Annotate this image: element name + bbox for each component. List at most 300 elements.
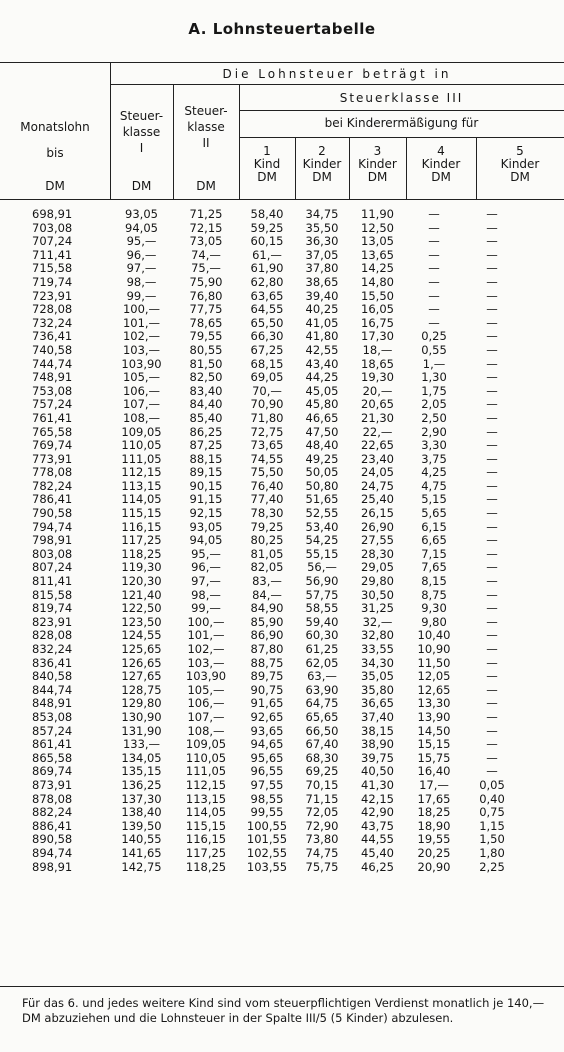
cell-kinder-4: 1,— <box>422 356 446 371</box>
cell-kinder-4: — <box>428 315 440 330</box>
cell-kinder-2: 56,90 <box>305 574 339 589</box>
cell-steuerklasse-2: 105,— <box>187 682 225 697</box>
cell-monatslohn: 757,24 <box>32 397 73 412</box>
cell-kinder-3: 11,90 <box>361 207 394 221</box>
cell-kinder-4: 10,90 <box>417 642 451 656</box>
cell-kinder-4: — <box>428 234 440 249</box>
cell-kinder-4: 6,65 <box>421 533 447 548</box>
cell-kinder-5: 0,40 <box>479 791 505 806</box>
cell-monatslohn: 886,41 <box>32 818 73 833</box>
cell-kinder-3: 26,90 <box>361 519 394 534</box>
cell-kinder-5: — <box>486 492 498 507</box>
cell-kind-1: 87,80 <box>250 642 284 656</box>
cell-kind-1: 82,05 <box>250 560 284 575</box>
cell-kinder-4: 13,90 <box>417 709 451 724</box>
cell-monatslohn: 732,24 <box>32 315 73 330</box>
cell-kinder-5: — <box>486 261 498 276</box>
cell-kinder-2: 56,— <box>307 560 337 575</box>
cell-kinder-2: 43,40 <box>305 356 339 371</box>
cell-monatslohn: 773,91 <box>32 451 73 466</box>
cell-kind-1: 67,25 <box>250 342 284 357</box>
cell-kinder-5: — <box>486 546 498 561</box>
table-row <box>0 738 522 752</box>
lohnsteuer-table <box>0 208 522 874</box>
cell-kind-1: 75,50 <box>250 465 284 480</box>
cell-kinder-3: 38,15 <box>361 723 394 738</box>
cell-kind-1: 70,90 <box>250 397 284 412</box>
cell-kinder-4: 1,75 <box>421 383 447 398</box>
header-monatslohn: Monatslohn <box>20 120 90 134</box>
cell-kind-1: 63,65 <box>250 288 284 303</box>
cell-kinder-5: — <box>486 587 498 602</box>
cell-steuerklasse-2: 78,65 <box>189 315 223 330</box>
cell-steuerklasse-1: 128,75 <box>121 682 162 697</box>
cell-kind-1: 93,65 <box>250 723 284 738</box>
cell-steuerklasse-1: 100,— <box>122 302 161 317</box>
cell-kind-1: 94,65 <box>250 737 284 752</box>
cell-kinder-2: 64,75 <box>305 696 339 711</box>
table-row <box>0 752 522 766</box>
cell-steuerklasse-1: 112,15 <box>121 465 162 480</box>
cell-kinder-3: 32,80 <box>361 628 394 643</box>
cell-kinder-2: 62,05 <box>305 655 339 670</box>
cell-steuerklasse-2: 116,15 <box>185 832 227 847</box>
cell-kinder-3: 24,75 <box>361 478 394 493</box>
cell-kind-1: 81,05 <box>250 546 284 561</box>
cell-monatslohn: 715,58 <box>32 261 73 276</box>
cell-kinder-5: — <box>486 696 498 711</box>
cell-kind-1: 89,75 <box>250 669 284 684</box>
cell-steuerklasse-2: 81,50 <box>189 356 223 371</box>
cell-kinder-4: 0,25 <box>421 329 447 344</box>
cell-steuerklasse-1: 96,— <box>126 247 157 262</box>
cell-kinder-2: 34,75 <box>305 207 339 221</box>
cell-kinder-2: 65,65 <box>305 709 339 724</box>
header-3-kinder: 3 Kinder DM <box>358 144 397 184</box>
cell-kind-1: 90,75 <box>250 682 284 697</box>
table-row <box>0 330 522 344</box>
cell-steuerklasse-1: 115,15 <box>121 506 162 521</box>
cell-monatslohn: 723,91 <box>32 288 73 303</box>
footnote: Für das 6. und jedes weitere Kind sind vom steuerpflichtigen Verdienst monatlich je 140,— DM abzuziehen und die Lohnsteuer in der Spalte III/5 (5 Kinder) abzulesen. <box>22 996 545 1025</box>
cell-steuerklasse-1: 138,40 <box>121 805 162 820</box>
cell-kind-1: 71,80 <box>250 410 284 425</box>
cell-monatslohn: 728,08 <box>32 302 73 317</box>
cell-steuerklasse-1: 127,65 <box>121 669 162 684</box>
cell-kinder-5: — <box>486 655 498 670</box>
cell-steuerklasse-2: 99,— <box>191 601 221 616</box>
cell-steuerklasse-1: 131,90 <box>121 723 162 738</box>
cell-kinder-5: — <box>486 302 498 317</box>
cell-kinder-2: 73,80 <box>305 832 339 847</box>
cell-steuerklasse-1: 134,05 <box>121 750 162 765</box>
cell-monatslohn: 798,91 <box>32 533 73 548</box>
cell-kind-1: 84,90 <box>250 601 284 616</box>
cell-kinder-5: — <box>486 397 498 412</box>
cell-kinder-3: 38,90 <box>361 737 394 752</box>
cell-kinder-5: — <box>486 737 498 752</box>
cell-kinder-2: 46,65 <box>305 410 339 425</box>
cell-monatslohn: 744,74 <box>32 356 73 371</box>
cell-kinder-2: 41,80 <box>305 329 339 344</box>
cell-monatslohn: 707,24 <box>32 234 73 249</box>
cell-kinder-4: 13,30 <box>417 696 451 711</box>
cell-kinder-4: 5,65 <box>421 506 447 521</box>
table-row <box>0 235 522 249</box>
table-row <box>0 589 522 603</box>
cell-kind-1: 78,30 <box>250 506 284 521</box>
cell-monatslohn: 823,91 <box>32 614 73 629</box>
cell-kinder-3: 33,55 <box>361 642 394 656</box>
cell-steuerklasse-1: 113,15 <box>121 478 162 493</box>
cell-kind-1: 74,55 <box>250 451 284 466</box>
cell-kind-1: 98,55 <box>250 791 284 806</box>
cell-kinder-3: 41,30 <box>361 777 394 792</box>
cell-monatslohn: 819,74 <box>32 601 73 616</box>
cell-kinder-2: 67,40 <box>305 737 339 752</box>
cell-kinder-4: 12,05 <box>417 669 451 684</box>
cell-monatslohn: 853,08 <box>32 709 73 724</box>
table-row <box>0 303 522 317</box>
cell-monatslohn: 840,58 <box>32 669 73 684</box>
cell-steuerklasse-1: 136,25 <box>121 777 162 792</box>
cell-kinder-3: 34,30 <box>361 655 394 670</box>
table-row <box>0 806 522 820</box>
cell-kinder-3: 32,— <box>362 614 393 629</box>
cell-kinder-4: 20,25 <box>417 845 451 860</box>
cell-steuerklasse-1: 125,65 <box>121 642 162 656</box>
cell-kinder-4: 9,80 <box>421 614 447 629</box>
cell-kinder-3: 26,15 <box>361 506 394 521</box>
cell-monatslohn: 765,58 <box>32 424 73 439</box>
cell-kinder-4: 11,50 <box>417 655 451 670</box>
cell-kind-1: 73,65 <box>250 438 284 453</box>
cell-kinder-2: 52,55 <box>305 506 339 521</box>
cell-kinder-4: 18,25 <box>417 805 451 820</box>
cell-steuerklasse-2: 94,05 <box>189 533 223 548</box>
cell-monatslohn: 748,91 <box>32 370 73 385</box>
cell-kinder-2: 68,30 <box>305 750 339 765</box>
table-row <box>0 643 522 657</box>
cell-kinder-5: — <box>486 234 498 249</box>
cell-steuerklasse-2: 101,— <box>187 628 225 643</box>
cell-kinder-4: 20,90 <box>417 859 451 874</box>
cell-kinder-5: — <box>486 410 498 425</box>
table-row <box>0 344 522 358</box>
cell-kinder-3: 35,05 <box>361 669 394 684</box>
cell-kinder-2: 58,55 <box>305 601 339 616</box>
header-dm-sk1: DM <box>131 179 152 193</box>
cell-kinder-3: 30,50 <box>361 587 394 602</box>
cell-kinder-3: 22,65 <box>361 438 394 453</box>
cell-monatslohn: 865,58 <box>32 750 73 765</box>
cell-steuerklasse-2: 110,05 <box>185 750 227 765</box>
cell-kinder-4: 3,30 <box>421 438 447 453</box>
cell-kind-1: 69,05 <box>250 370 284 385</box>
table-row <box>0 616 522 630</box>
cell-kinder-3: 14,80 <box>361 274 394 289</box>
cell-monatslohn: 882,24 <box>32 805 73 820</box>
header-rule-lohnsteuer <box>110 84 564 85</box>
cell-kinder-4: — <box>428 247 440 262</box>
cell-kinder-5: — <box>486 451 498 466</box>
cell-steuerklasse-1: 119,30 <box>121 560 162 575</box>
cell-kinder-2: 69,25 <box>305 764 339 779</box>
cell-kinder-5: — <box>486 288 498 303</box>
cell-steuerklasse-1: 121,40 <box>121 587 162 602</box>
cell-kind-1: 84,— <box>252 587 282 602</box>
header-5-kinder: 5 Kinder DM <box>500 144 540 184</box>
cell-steuerklasse-2: 79,55 <box>189 329 223 344</box>
table-row <box>0 480 522 494</box>
cell-kinder-5: — <box>486 506 498 521</box>
cell-kinder-5: — <box>486 709 498 724</box>
table-row <box>0 358 522 372</box>
cell-kinder-5: — <box>486 438 498 453</box>
cell-kinder-4: — <box>428 302 440 317</box>
cell-kinder-3: 13,65 <box>361 247 394 262</box>
cell-steuerklasse-2: 109,05 <box>185 737 227 752</box>
cell-steuerklasse-2: 75,— <box>191 261 221 276</box>
cell-kinder-4: 0,55 <box>421 342 447 357</box>
cell-kind-1: 91,65 <box>250 696 284 711</box>
cell-steuerklasse-2: 91,15 <box>189 492 223 507</box>
cell-kinder-4: 7,15 <box>421 546 447 561</box>
cell-kinder-4: 4,75 <box>421 478 447 493</box>
cell-kinder-2: 37,05 <box>305 247 339 262</box>
cell-kinder-4: 17,— <box>419 777 449 792</box>
cell-kinder-4: 17,65 <box>417 791 451 806</box>
cell-kinder-5: — <box>486 424 498 439</box>
table-row <box>0 521 522 535</box>
cell-steuerklasse-1: 140,55 <box>121 832 162 847</box>
cell-kinder-4: 2,90 <box>421 424 447 439</box>
cell-monatslohn: 711,41 <box>32 247 73 262</box>
cell-steuerklasse-2: 106,— <box>187 696 225 711</box>
cell-kinder-4: 8,15 <box>421 574 447 589</box>
header-top-rule <box>0 62 564 63</box>
table-row <box>0 548 522 562</box>
cell-steuerklasse-2: 107,— <box>187 709 225 724</box>
cell-kinder-2: 40,25 <box>305 302 339 317</box>
cell-kinder-5: — <box>486 574 498 589</box>
cell-kind-1: 62,80 <box>250 274 284 289</box>
cell-kind-1: 61,— <box>252 247 282 262</box>
cell-steuerklasse-1: 124,55 <box>121 628 162 643</box>
cell-kinder-4: 4,25 <box>421 465 447 480</box>
cell-steuerklasse-2: 74,— <box>191 247 221 262</box>
cell-kinder-3: 18,— <box>362 342 393 357</box>
cell-kinder-4: 10,40 <box>417 628 451 643</box>
cell-kinder-4: 2,05 <box>421 397 447 412</box>
cell-kinder-4: 19,55 <box>417 832 451 847</box>
cell-monatslohn: 890,58 <box>32 832 73 847</box>
cell-kinder-3: 24,05 <box>361 465 394 480</box>
cell-kinder-2: 57,75 <box>305 587 339 602</box>
cell-kind-1: 101,55 <box>246 832 288 847</box>
cell-kinder-2: 42,55 <box>305 342 339 357</box>
cell-kinder-5: — <box>486 669 498 684</box>
cell-kinder-4: 2,50 <box>421 410 447 425</box>
cell-steuerklasse-2: 108,— <box>187 723 225 738</box>
cell-kinder-4: 6,15 <box>421 519 447 534</box>
cell-kinder-4: 3,75 <box>421 451 447 466</box>
cell-kinder-2: 66,50 <box>305 723 339 738</box>
cell-kinder-5: — <box>486 356 498 371</box>
cell-kind-1: 103,55 <box>246 859 288 874</box>
table-row <box>0 725 522 739</box>
cell-kinder-2: 44,25 <box>305 370 339 385</box>
header-steuerklasse-1: Steuer- klasse I <box>119 109 164 155</box>
cell-kinder-4: 18,90 <box>417 818 451 833</box>
cell-monatslohn: 786,41 <box>32 492 73 507</box>
cell-kinder-5: — <box>486 274 498 289</box>
cell-steuerklasse-1: 95,— <box>126 234 157 249</box>
cell-kinder-5: — <box>486 533 498 548</box>
cell-steuerklasse-1: 114,05 <box>121 492 162 507</box>
cell-kinder-5: 0,75 <box>479 805 505 820</box>
cell-kinder-3: 18,65 <box>361 356 394 371</box>
table-row <box>0 453 522 467</box>
cell-kind-1: 68,15 <box>250 356 284 371</box>
cell-steuerklasse-2: 111,05 <box>185 764 227 779</box>
header-bottom-rule <box>0 199 564 200</box>
cell-kinder-4: 9,30 <box>421 601 447 616</box>
cell-kind-1: 100,55 <box>246 818 288 833</box>
cell-kinder-5: — <box>486 329 498 344</box>
cell-steuerklasse-2: 80,55 <box>189 342 223 357</box>
cell-kinder-5: — <box>486 614 498 629</box>
cell-steuerklasse-2: 97,— <box>191 574 221 589</box>
cell-steuerklasse-2: 83,40 <box>189 383 223 398</box>
cell-monatslohn: 815,58 <box>32 587 73 602</box>
header-lohnsteuer: Die Lohnsteuer beträgt in <box>222 67 452 81</box>
cell-kinder-3: 16,05 <box>361 302 394 317</box>
cell-kinder-4: 5,15 <box>421 492 447 507</box>
cell-steuerklasse-1: 137,30 <box>121 791 162 806</box>
cell-kinder-2: 55,15 <box>305 546 339 561</box>
cell-kinder-2: 37,80 <box>305 261 339 276</box>
cell-kind-1: 66,30 <box>250 329 284 344</box>
header-dm-lohn: DM <box>45 179 65 193</box>
cell-kinder-4: 7,65 <box>421 560 447 575</box>
cell-kinder-2: 39,40 <box>305 288 339 303</box>
cell-kinder-5: — <box>486 601 498 616</box>
cell-steuerklasse-1: 110,05 <box>121 438 162 453</box>
cell-steuerklasse-2: 100,— <box>187 614 225 629</box>
cell-kinder-2: 45,80 <box>305 397 339 412</box>
table-row <box>0 466 522 480</box>
cell-kinder-5: — <box>486 628 498 643</box>
cell-kinder-3: 42,90 <box>361 805 394 820</box>
cell-kind-1: 99,55 <box>250 805 284 820</box>
cell-steuerklasse-1: 106,— <box>122 383 161 398</box>
cell-kinder-2: 60,30 <box>305 628 339 643</box>
table-row <box>0 317 522 331</box>
cell-steuerklasse-2: 92,15 <box>189 506 223 521</box>
table-row <box>0 439 522 453</box>
cell-steuerklasse-1: 108,— <box>122 410 161 425</box>
cell-kinder-2: 72,90 <box>305 818 339 833</box>
cell-kinder-2: 36,30 <box>305 234 339 249</box>
cell-steuerklasse-1: 93,05 <box>125 207 158 221</box>
cell-kinder-2: 41,05 <box>305 315 339 330</box>
cell-monatslohn: 703,08 <box>32 220 73 235</box>
cell-steuerklasse-1: 129,80 <box>121 696 162 711</box>
table-row <box>0 426 522 440</box>
cell-kinder-3: 20,65 <box>361 397 394 412</box>
cell-monatslohn: 848,91 <box>32 696 73 711</box>
cell-steuerklasse-2: 82,50 <box>189 370 223 385</box>
table-row <box>0 697 522 711</box>
cell-kinder-3: 42,15 <box>361 791 394 806</box>
cell-steuerklasse-1: 130,90 <box>121 709 162 724</box>
header-rule-kinder <box>239 137 564 138</box>
cell-steuerklasse-2: 112,15 <box>185 777 227 792</box>
cell-steuerklasse-1: 111,05 <box>121 451 162 466</box>
cell-kind-1: 92,65 <box>250 709 284 724</box>
cell-monatslohn: 832,24 <box>32 642 73 656</box>
table-row <box>0 684 522 698</box>
cell-steuerklasse-1: 142,75 <box>121 859 162 874</box>
cell-steuerklasse-1: 133,— <box>122 737 161 752</box>
cell-kind-1: 96,55 <box>250 764 284 779</box>
cell-monatslohn: 782,24 <box>32 478 73 493</box>
cell-kind-1: 59,25 <box>250 220 284 235</box>
table-row <box>0 629 522 643</box>
cell-steuerklasse-2: 84,40 <box>189 397 223 412</box>
cell-kinder-3: 45,40 <box>361 845 394 860</box>
table-row <box>0 507 522 521</box>
cell-steuerklasse-1: 99,— <box>126 288 157 303</box>
cell-kinder-3: 23,40 <box>361 451 394 466</box>
table-row <box>0 249 522 263</box>
cell-steuerklasse-1: 117,25 <box>121 533 162 548</box>
table-row <box>0 793 522 807</box>
cell-steuerklasse-2: 98,— <box>191 587 221 602</box>
cell-steuerklasse-2: 96,— <box>191 560 221 575</box>
cell-kinder-5: — <box>486 315 498 330</box>
table-row <box>0 602 522 616</box>
cell-monatslohn: 898,91 <box>32 859 73 874</box>
cell-kinder-3: 40,50 <box>361 764 394 779</box>
cell-kind-1: 102,55 <box>246 845 288 860</box>
header-steuerklasse-2: Steuer- klasse II <box>184 104 228 150</box>
cell-steuerklasse-2: 113,15 <box>185 791 227 806</box>
cell-kind-1: 77,40 <box>250 492 284 507</box>
cell-kind-1: 61,90 <box>250 261 284 276</box>
header-4-kinder: 4 Kinder DM <box>421 144 461 184</box>
header-steuerklasse-3: Steuerklasse III <box>339 91 464 105</box>
cell-kinder-2: 45,05 <box>305 383 339 398</box>
cell-steuerklasse-2: 87,25 <box>189 438 223 453</box>
cell-kind-1: 58,40 <box>250 207 284 221</box>
cell-monatslohn: 836,41 <box>32 655 73 670</box>
cell-monatslohn: 778,08 <box>32 465 73 480</box>
cell-kinder-2: 63,— <box>307 669 337 684</box>
cell-kind-1: 97,55 <box>250 777 284 792</box>
cell-kind-1: 70,— <box>252 383 282 398</box>
cell-monatslohn: 794,74 <box>32 519 73 534</box>
cell-steuerklasse-2: 95,— <box>191 546 221 561</box>
cell-steuerklasse-2: 93,05 <box>189 519 223 534</box>
table-row <box>0 861 522 875</box>
cell-kinder-3: 29,80 <box>361 574 394 589</box>
table-row <box>0 290 522 304</box>
cell-kinder-2: 59,40 <box>305 614 339 629</box>
cell-kinder-3: 43,75 <box>361 818 394 833</box>
table-row <box>0 779 522 793</box>
